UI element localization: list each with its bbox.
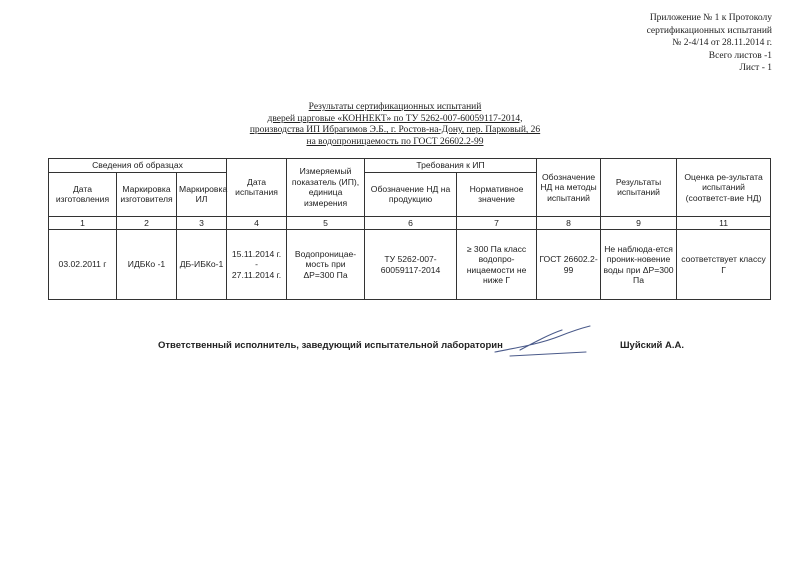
- cell-mark-maker: ИДБКо -1: [117, 230, 177, 300]
- header-nd-methods: Обозначение НД на методы испытаний: [537, 159, 601, 217]
- cell-nd-methods: ГОСТ 26602.2-99: [537, 230, 601, 300]
- title-line-4: на водопроницаемость по ГОСТ 26602.2-99: [306, 136, 484, 147]
- cell-results: Не наблюда-ется проник-новение воды при ΔР=300 Па: [601, 230, 677, 300]
- responsible-person-label: Ответственный исполнитель, заведующий испытательной лабораторин: [158, 340, 503, 351]
- title-line-1: Результаты сертификационных испытаний: [308, 102, 482, 112]
- col-number: 8: [537, 216, 601, 230]
- document-title: [230, 102, 560, 148]
- col-number: 11: [677, 216, 771, 230]
- table-header-group-row: [49, 159, 771, 173]
- header-indicator: Измеряемый показатель (ИП), единица измерения: [287, 159, 365, 217]
- appendix-line-2: сертификационных испытаний: [646, 25, 772, 36]
- cell-nd-product: ТУ 5262-007-60059117-2014: [365, 230, 457, 300]
- col-number: 2: [117, 216, 177, 230]
- signature-image: [490, 322, 600, 362]
- table-number-row: [49, 216, 771, 230]
- col-number: 1: [49, 216, 117, 230]
- cell-indicator: Водопроницае-мость при ΔР=300 Па: [287, 230, 365, 300]
- col-number: 4: [227, 216, 287, 230]
- appendix-note: [542, 12, 772, 75]
- table-row: [49, 230, 771, 300]
- test-date-dash: -: [255, 259, 258, 270]
- title-line-2: дверей царговые «КОННЕКТ» по ТУ 5262-007-60059117-2014,: [267, 113, 523, 124]
- header-date-made: Дата изготовления: [49, 172, 117, 216]
- test-date-from: 15.11.2014 г.: [231, 248, 282, 259]
- cell-mark-il: ДБ-ИБКо-1: [177, 230, 227, 300]
- appendix-line-3: № 2-4/14 от 28.11.2014 г.: [672, 38, 772, 48]
- appendix-line-5: Лист - 1: [739, 63, 772, 73]
- header-nd-product: Обозначение НД на продукцию: [365, 172, 457, 216]
- appendix-line-1: Приложение № 1 к Протоколу: [649, 13, 772, 23]
- col-number: 9: [601, 216, 677, 230]
- header-requirements-group: Требования к ИП: [365, 159, 537, 173]
- cell-date-made: 03.02.2011 г: [49, 230, 117, 300]
- results-table: [48, 158, 771, 300]
- signer-name: Шуйский А.А.: [620, 340, 685, 351]
- test-date-to: 27.11.2014 г.: [231, 269, 282, 280]
- col-number: 5: [287, 216, 365, 230]
- header-mark-maker: Маркировка изготовителя: [117, 172, 177, 216]
- header-assessment: Оценка ре-зультата испытаний (соответст-вие НД): [677, 159, 771, 217]
- header-results: Результаты испытаний: [601, 159, 677, 217]
- cell-assessment: соответствует классу Г: [677, 230, 771, 300]
- header-mark-il: Маркировка ИЛ: [177, 172, 227, 216]
- appendix-line-4: Всего листов -1: [708, 50, 772, 61]
- header-norm: Нормативное значение: [457, 172, 537, 216]
- col-number: 7: [457, 216, 537, 230]
- header-samples-group: Сведения об образцах: [49, 159, 227, 173]
- cell-norm: ≥ 300 Па класс водопро-ницаемости не ниже Г: [457, 230, 537, 300]
- header-test-date: Дата испытания: [227, 159, 287, 217]
- cell-test-date: [227, 230, 287, 300]
- title-line-3: производства ИП Ибрагимов Э.Б., г. Ростов-на-Дону, пер. Парковый, 26: [249, 125, 541, 135]
- col-number: 6: [365, 216, 457, 230]
- col-number: 3: [177, 216, 227, 230]
